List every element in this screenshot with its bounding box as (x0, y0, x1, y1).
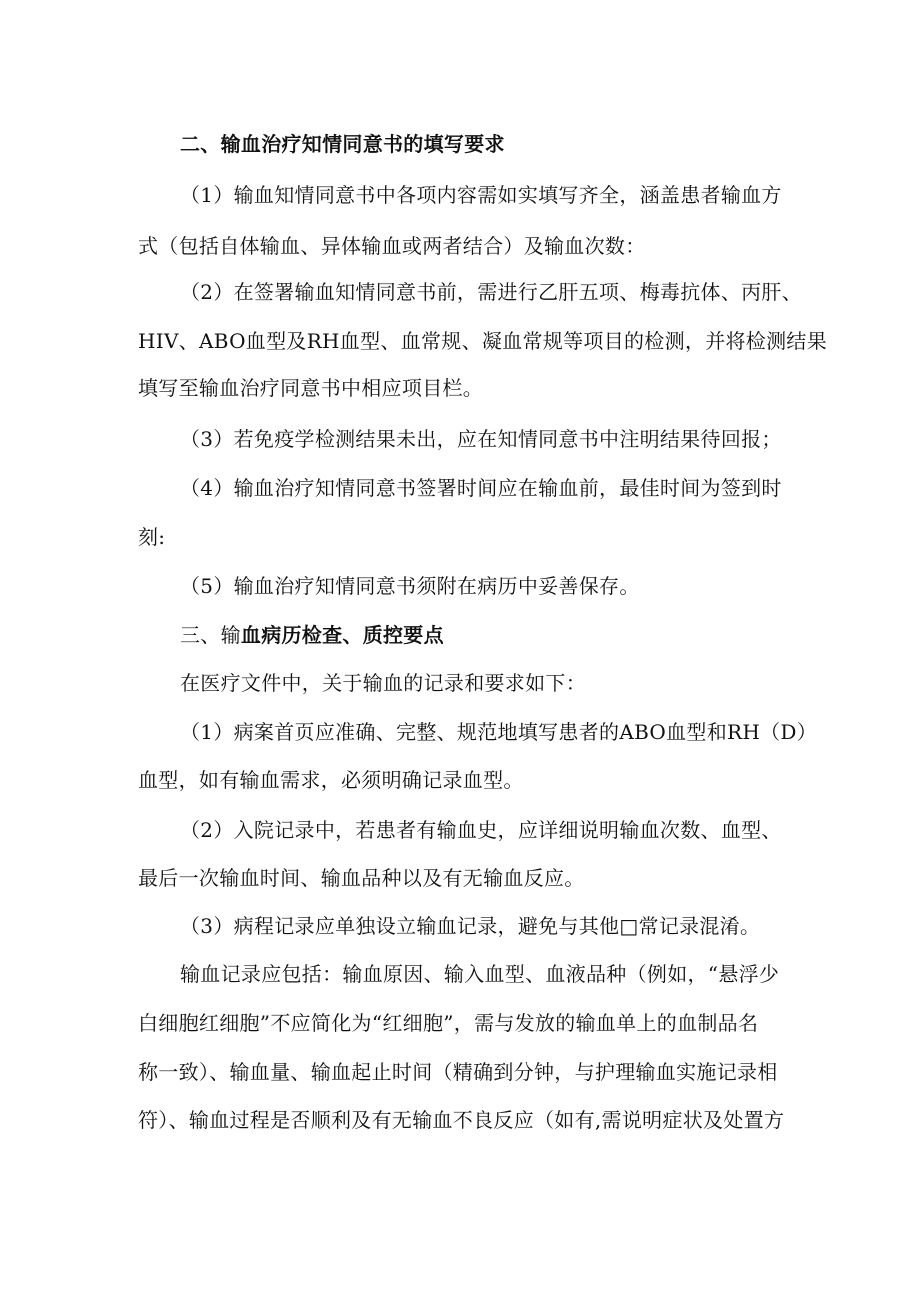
section2-item3-line1: （3）若免疫学检测结果未出，应在知情同意书中注明结果待回报； (180, 427, 782, 451)
section2-item2-line3: 填写至输血治疗同意书中相应项目栏。 (138, 376, 484, 400)
section3-item3-line1: （3）病程记录应单独设立输血记录，避免与其他□常记录混淆。 (180, 914, 761, 938)
section2-item4-line2: 刻: (138, 525, 166, 549)
section2-item5-line1: （5）输血治疗知情同意书须附在病历中妥善保存。 (180, 574, 640, 598)
section2-heading (180, 132, 505, 156)
section2-heading-title: 输血治疗知情同意书的填写要求 (220, 132, 505, 156)
section3-heading-prefix: 三、输 (180, 623, 241, 647)
section2-item1-line2: 式（包括自体输血、异体输血或两者结合）及输血次数： (138, 234, 646, 258)
section3-record-line3: 称一致）、输血量、输血起止时间（精确到分钟，与护理输血实施记录相 (138, 1060, 778, 1084)
section3-item1-line1: （1）病案首页应准确、完整、规范地填写患者的ABO血型和RH（D） (180, 720, 818, 744)
section3-record-line2: 白细胞红细胞”不应简化为“红细胞”，需与发放的输血单上的血制品名 (138, 1011, 759, 1035)
section3-heading-title: 血病历检查、质控要点 (240, 623, 444, 647)
section3-intro: 在医疗文件中，关于输血的记录和要求如下： (180, 671, 586, 695)
section2-item2-line2: HIV、ABO血型及RH血型、血常规、凝血常规等项目的检测，并将检测结果 (138, 329, 827, 353)
section2-item1-line1: （1）输血知情同意书中各项内容需如实填写齐全，涵盖患者输血方 (180, 183, 782, 207)
section2-item2-line1: （2）在签署输血知情同意书前，需进行乙肝五项、梅毒抗体、丙肝、 (180, 280, 803, 304)
section3-item2-line1: （2）入院记录中，若患者有输血史，应详细说明输血次数、血型、 (180, 818, 782, 842)
section2-item4-line1: （4）输血治疗知情同意书签署时间应在输血前，最佳时间为签到时 (180, 476, 782, 500)
section3-heading (180, 623, 444, 647)
section3-record-line1: 输血记录应包括：输血原因、输入血型、血液品种（例如，“悬浮少 (180, 962, 780, 986)
section3-item2-line2: 最后一次输血时间、输血品种以及有无输血反应。 (138, 866, 585, 890)
section2-heading-prefix: 二、 (180, 132, 221, 156)
section3-record-line4: 符）、输血过程是否顺利及有无输血不良反应（如有,需说明症状及处置方 (138, 1108, 785, 1132)
section3-item1-line2: 血型，如有输血需求，必须明确记录血型。 (138, 768, 524, 792)
